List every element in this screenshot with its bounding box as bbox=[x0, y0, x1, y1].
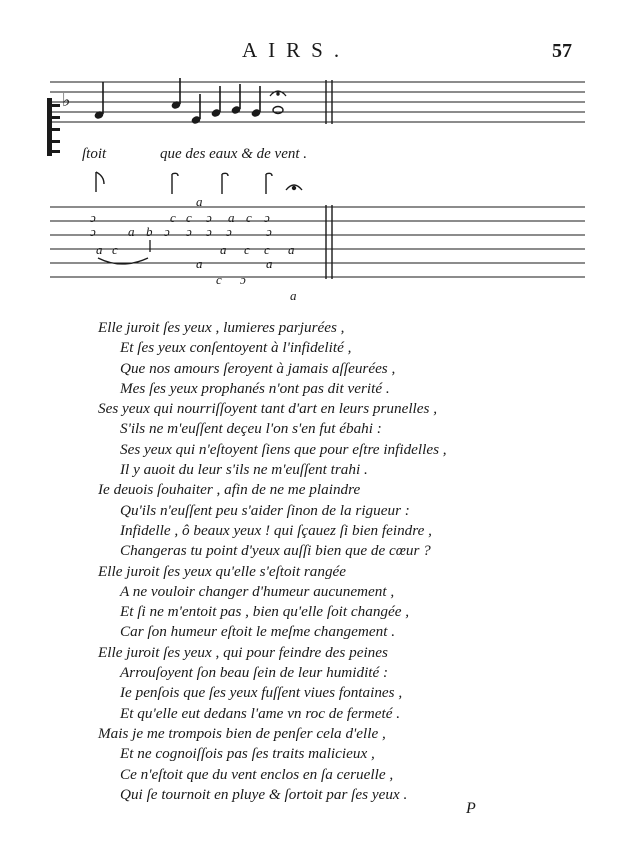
tab-letter: a bbox=[266, 256, 273, 271]
tab-letter: a bbox=[96, 242, 103, 257]
verse-line: Mais je me trompois bien de penſer cela d'elle , bbox=[98, 724, 386, 742]
tab-letter: ɔ bbox=[264, 210, 270, 225]
verse-line: Qui ſe tournoit en pluye & ſortoit par ſes yeux . bbox=[120, 785, 408, 803]
verse-line: Et ſes yeux conſentoyent à l'infidelité , bbox=[120, 339, 352, 357]
verse-line: Car ſon humeur eſtoit le meſme changement . bbox=[120, 623, 396, 641]
tab-letter: ɔ bbox=[90, 224, 96, 239]
verse-line: Ses yeux qui nourriſſoyent tant d'art en leurs prunelles , bbox=[98, 400, 438, 418]
vocal-staff bbox=[50, 82, 585, 122]
verse-line: Que nos amours ſeroyent à jamais aſſeurées , bbox=[120, 359, 396, 377]
verse-line: S'ils ne m'euſſent deçeu l'on s'en fut ébahi : bbox=[120, 420, 382, 438]
poem-text bbox=[98, 318, 598, 805]
verse-line: Mes ſes yeux prophanés n'ont pas dit verité . bbox=[120, 379, 390, 397]
tab-letter: ɔ bbox=[206, 224, 212, 239]
tab-letter: a bbox=[290, 288, 297, 303]
verse-line: Ce n'eſtoit que du vent enclos en ſa ceruelle , bbox=[120, 765, 394, 783]
verse-line: Elle juroit ſes yeux , lumieres parjurées , bbox=[98, 319, 345, 336]
tab-letter: ɔ bbox=[90, 210, 96, 225]
tab-letter: ɔ bbox=[164, 224, 170, 239]
verse-line: Infidelle , ô beaux yeux ! qui ſçauez ſi bien feindre , bbox=[120, 521, 432, 539]
tablature-staff bbox=[50, 205, 585, 279]
tab-letter: a bbox=[288, 242, 295, 257]
verse-line: Elle juroit ſes yeux qu'elle s'eſtoit rangée bbox=[98, 562, 347, 580]
verse-line: Changeras tu point d'yeux auſſi bien que de cœur ? bbox=[120, 542, 431, 560]
vocal-notes bbox=[94, 78, 286, 124]
tab-letter: a bbox=[196, 256, 203, 271]
tab-letter: c bbox=[186, 210, 192, 225]
tab-letter: ɔ bbox=[186, 224, 192, 239]
verse-line: A ne vouloir changer d'humeur aucunement , bbox=[120, 582, 395, 600]
tablature-slur bbox=[98, 240, 150, 264]
verse-line: Ses yeux qui n'eſtoyent ſiens que pour eſtre infidelles , bbox=[120, 440, 447, 458]
tab-letter: a bbox=[228, 210, 235, 225]
lyric-fragment: ſtoit bbox=[82, 146, 107, 162]
tab-letter: c bbox=[170, 210, 176, 225]
verse-line: Ie penſois que ſes yeux fuſſent viues fontaines , bbox=[120, 684, 403, 702]
signature-mark: P bbox=[466, 800, 476, 817]
running-title: AIRS. bbox=[242, 38, 351, 62]
tab-letter: ɔ bbox=[240, 272, 246, 287]
lyric-fragment: que des eaux & de vent . bbox=[160, 146, 308, 162]
tab-letter: a bbox=[220, 242, 227, 257]
flat-sign: ♭ bbox=[62, 90, 71, 111]
verse-line: Et ſi ne m'entoit pas , bien qu'elle ſoit changée , bbox=[120, 603, 410, 621]
tab-letter: c bbox=[264, 242, 270, 257]
verse-line: Qu'ils n'euſſent peu s'aider ſinon de la rigueur : bbox=[120, 501, 410, 519]
verse-line: Et ne cognoiſſois pas ſes traits malicieux , bbox=[120, 745, 375, 763]
verse-line: Et qu'elle eut dedans l'ame vn roc de fermeté . bbox=[120, 704, 401, 722]
tab-letter: ɔ bbox=[226, 224, 232, 239]
verse-line: Ie deuois ſouhaiter , afin de ne me plaindre bbox=[98, 481, 361, 499]
tab-letter: c bbox=[216, 272, 222, 287]
tab-letter: a bbox=[128, 224, 135, 239]
tab-letter: ɔ bbox=[266, 224, 272, 239]
page-number: 57 bbox=[552, 40, 572, 62]
tab-letter: b bbox=[146, 224, 153, 239]
tab-letter: a bbox=[196, 194, 203, 209]
tab-letter: c bbox=[112, 242, 118, 257]
verse-line: Il y auoit du leur s'ils ne m'euſſent trahi . bbox=[120, 461, 368, 479]
tab-letter: ɔ bbox=[206, 210, 212, 225]
rhythm-signs bbox=[96, 172, 302, 194]
verse-line: Elle juroit ſes yeux , qui pour feindre des peines bbox=[98, 643, 388, 661]
tab-letter: c bbox=[246, 210, 252, 225]
verse-line: Arrouſoyent ſon beau ſein de leur humidité : bbox=[120, 664, 389, 682]
tab-letter: c bbox=[244, 242, 250, 257]
staff-bracket bbox=[47, 98, 60, 156]
